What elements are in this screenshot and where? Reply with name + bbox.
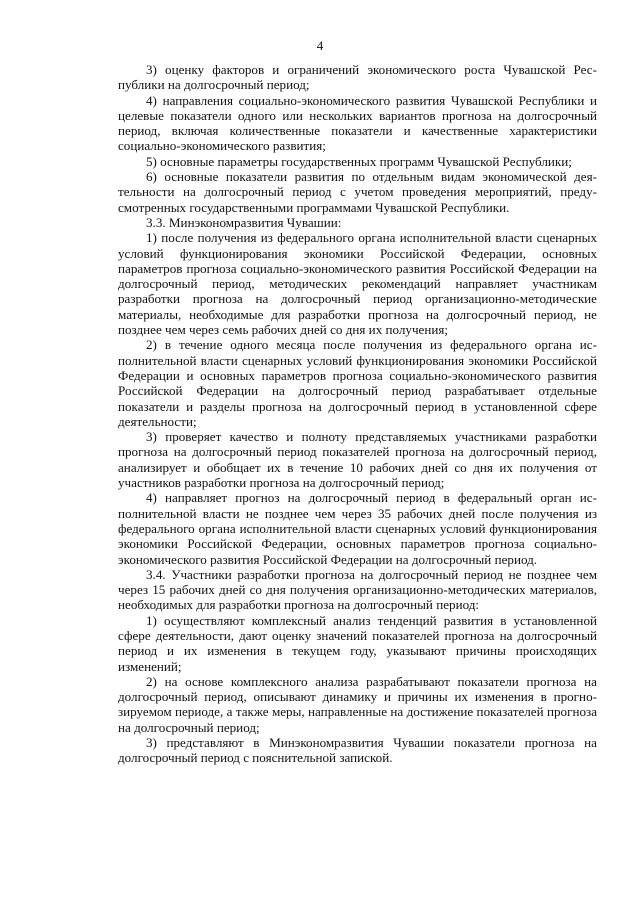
paragraph-3-3-item-4: 4) направляет прогноз на долгосрочный период в федеральный орган исполнительной власти не позднее чем через 35 рабочих дней после получения из федерального органа исполнительной власти сценарных условий функционирования экономики Российской Федерации, основных параметров прогноза социально-экономического развития Российской Федерации на долгосрочный период. xyxy=(118,490,597,567)
paragraph-3-4-item-2: 2) на основе комплексного анализа разрабатывают показатели прогноза на долгосрочный период, описывают динамику и причины их изменения в прогнозируемом периоде, а также меры, направленные на достижение показателей прогноза на долгосрочный период; xyxy=(118,673,597,735)
section-3-4-intro: 3.4. Участники разработки прогноза на долгосрочный период не позднее чем через 15 рабочих дней со дня получения организационно-методических материалов, необходимых для разработки прогноза на долгосрочный период: xyxy=(118,566,597,613)
paragraph-3-4-item-3: 3) представляют в Минэкономразвития Чувашии показатели прогноза на долгосрочный период с пояснительной запиской. xyxy=(118,735,597,766)
document-body xyxy=(118,62,597,766)
paragraph-item-6: 6) основные показатели развития по отдельным видам экономической деятельности на долгосрочный период с учетом проведения мероприятий, предусмотренных государственными программами Чувашской Республики. xyxy=(118,169,597,215)
page-number: 4 xyxy=(316,38,324,53)
section-heading-3-3: 3.3. Минэкономразвития Чувашии: xyxy=(146,214,342,230)
paragraph-3-3-item-3: 3) проверяет качество и полноту представляемых участниками разработки прогноза на долгосрочный период показателей прогноза на долгосрочный период, анализирует и обобщает их в течение 10 рабочих дней со дня их получения от участников разработки прогноза на долгосрочный период; xyxy=(118,429,597,491)
paragraph-item-5: 5) основные параметры государственных программ Чувашской Республики; xyxy=(146,153,572,169)
paragraph-3-3-item-2: 2) в течение одного месяца после получения из федерального органа исполнительной власти сценарных условий функционирования экономики Российской Федерации и основных параметров прогноза социально-экономического развития Российской Федерации на долгосрочный период разрабатывает отдельные показатели и разделы прогноза на долгосрочный период в установленной сфере деятельности; xyxy=(118,337,597,429)
paragraph-item-3: 3) оценку факторов и ограничений экономического роста Чувашской Республики на долгосрочный период; xyxy=(118,62,597,93)
paragraph-item-4: 4) направления социально-экономического развития Чувашской Республики и целевые показатели одного или нескольких вариантов прогноза на долгосрочный период, включая количественные показатели и качественные характеристики социально-экономического развития; xyxy=(118,92,597,154)
paragraph-3-4-item-1: 1) осуществляют комплексный анализ тенденций развития в установленной сфере деятельности, дают оценку значений показателей прогноза на долгосрочный период и их изменения в текущем году, указывают причины происходящих изменений; xyxy=(118,612,597,674)
paragraph-3-3-item-1: 1) после получения из федерального органа исполнительной власти сценарных условий функционирования экономики Российской Федерации, основных параметров прогноза социально-экономического развития Российской Федерации на долгосрочный период, методических рекомендаций направляет участникам разработки прогноза на долгосрочный период организационно-методические материалы, необходимые для разработки прогноза на долгосрочный период, не позднее чем через семь рабочих дней со дня их получения; xyxy=(118,230,597,338)
